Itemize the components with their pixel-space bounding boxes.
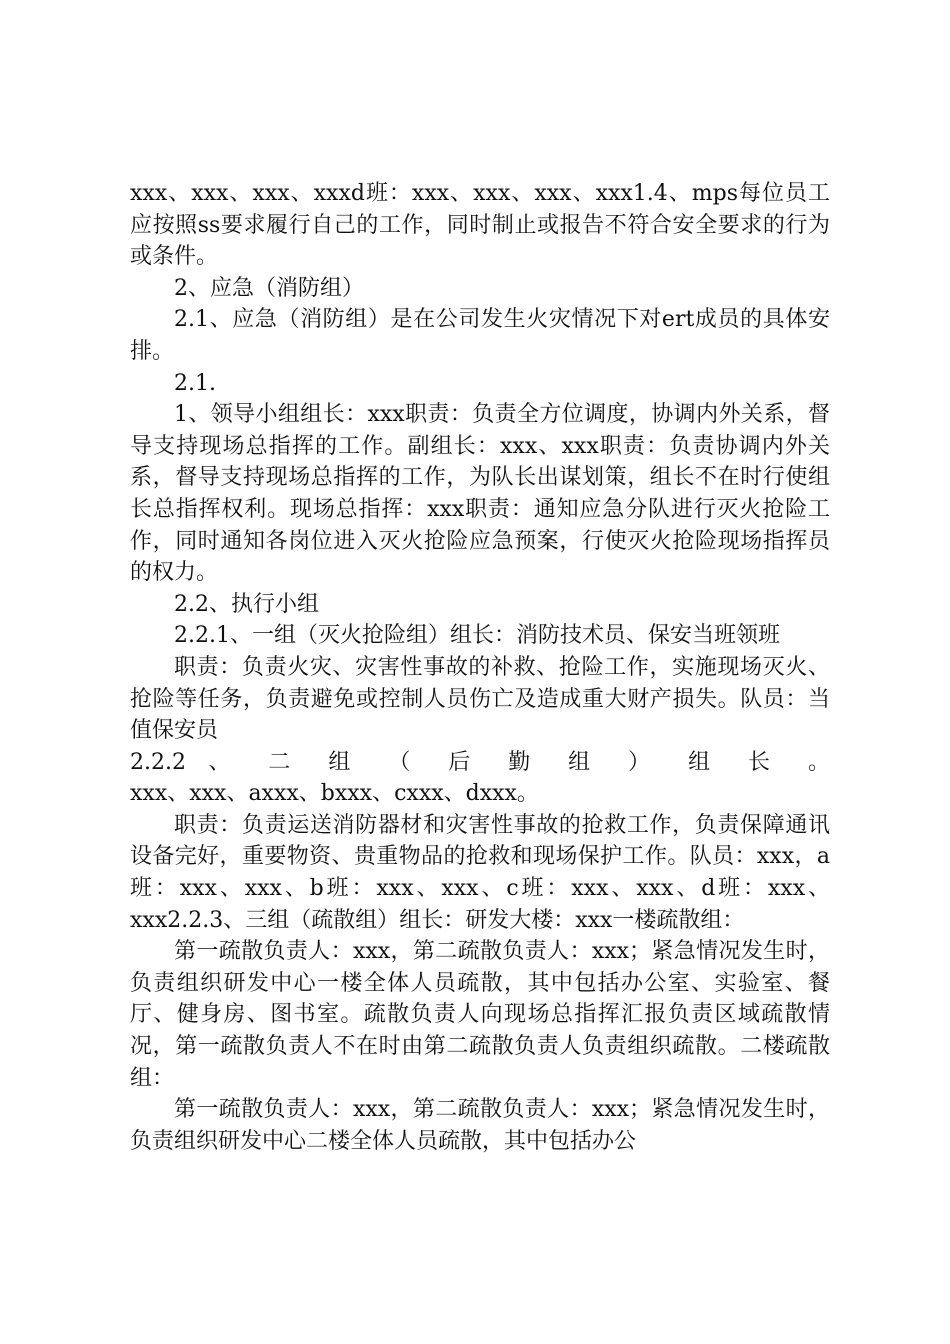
paragraph: 职责：负责火灾、灾害性事故的补救、抢险工作，实施现场灭火、抢险等任务，负责避免或控制人员伤亡及造成重大财产损失。队员：当值保安员 (130, 654, 830, 744)
paragraph: xxx、xxx、axxx、bxxx、cxxx、dxxx。 (130, 781, 539, 807)
paragraph: 职责：负责运送消防器材和灾害性事故的抢救工作，负责保障通讯设备完好，重要物资、贵重物品的抢救和现场保护工作。队员：xxx，a班：xxx、xxx、b班：xxx、xxx、c班：xxx、xxx、d班：xxx、xxx2.2.3、三组（疏散组）组长：研发大楼：xxx一楼疏散组： (130, 812, 830, 933)
paragraph: 第一疏散负责人：xxx，第二疏散负责人：xxx；紧急情况发生时，负责组织研发中心二楼全体人员疏散，其中包括办公 (130, 1097, 830, 1154)
paragraph: 2.1、应急（消防组）是在公司发生火灾情况下对ert成员的具体安排。 (130, 307, 830, 364)
spread-heading-line: 2.2.2 、 二 组 （ 后 勤 组 ） 组 长 。 (130, 749, 830, 775)
paragraph: 1、领导小组组长：xxx职责：负责全方位调度，协调内外关系，督导支持现场总指挥的工作。副组长：xxx、xxx职责：负责协调内外关系，督导支持现场总指挥的工作，为队长出谋划策，组长不在时行使组长总指挥权利。现场总指挥：xxx职责：通知应急分队进行灭火抢险工作，同时通知各岗位进入灭火抢险应急预案，行使灭火抢险现场指挥员的权力。 (130, 402, 830, 586)
paragraph: 第一疏散负责人：xxx，第二疏散负责人：xxx；紧急情况发生时，负责组织研发中心一楼全体人员疏散，其中包括办公室、实验室、餐厅、健身房、图书室。疏散负责人向现场总指挥汇报负责区域疏散情况，第一疏散负责人不在时由第二疏散负责人负责组织疏散。二楼疏散组： (130, 939, 830, 1091)
section-heading: 2.2、执行小组 (174, 591, 319, 617)
paragraph: xxx、xxx、xxx、xxxd班：xxx、xxx、xxx、xxx1.4、mps每位员工应按照ss要求履行自己的工作，同时制止或报告不符合安全要求的行为或条件。 (130, 181, 830, 270)
paragraph: 2.2.1、一组（灭火抢险组）组长：消防技术员、保安当班领班 (174, 623, 780, 649)
section-heading: 2、应急（消防组） (174, 275, 364, 301)
document-body (130, 178, 830, 1157)
section-number: 2.1. (174, 370, 216, 396)
